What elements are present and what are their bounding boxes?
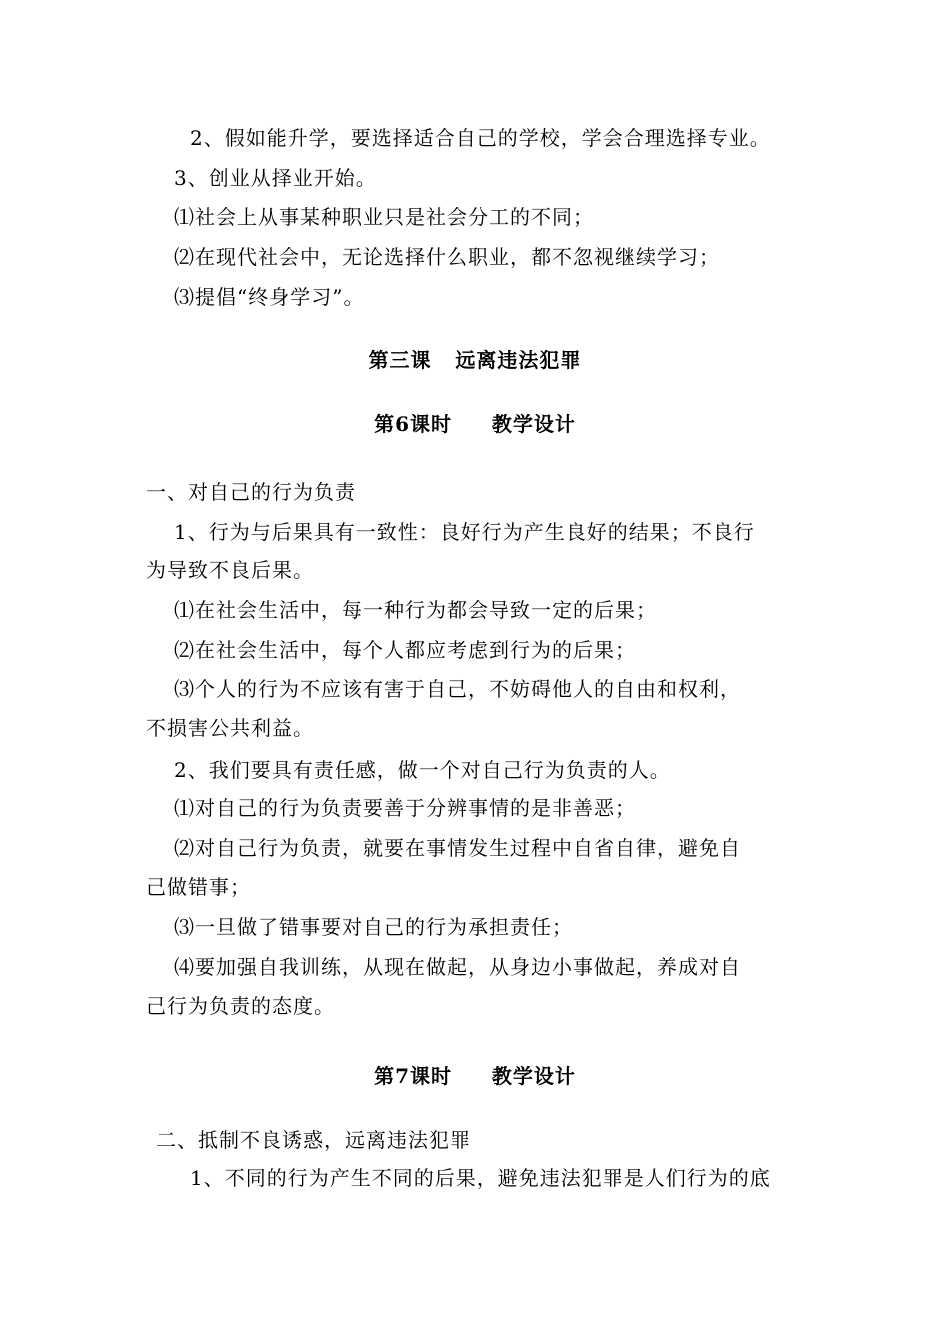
lesson-title: 第三课 远离违法犯罪 xyxy=(368,348,582,372)
paragraph-continue-learning: ⑵在现代社会中，无论选择什么职业，都不忽视继续学习； xyxy=(174,245,720,269)
period-6-title: 第6课时 教学设计 xyxy=(374,412,576,436)
period-7-title: 第7课时 教学设计 xyxy=(374,1064,576,1088)
sub-item-6: ⑶一旦做了错事要对自己的行为承担责任； xyxy=(174,915,573,939)
section-heading-resist-temptation: 二、抵制不良诱惑，远离违法犯罪 xyxy=(156,1128,471,1152)
sub-item-3-line-2: 不损害公共利益。 xyxy=(146,716,314,740)
item-1-line-1: 1、行为与后果具有一致性：良好行为产生良好的结果；不良行 xyxy=(174,520,755,544)
sub-item-1: ⑴在社会生活中，每一种行为都会导致一定的后果； xyxy=(174,598,657,622)
sub-item-7-line-2: 己行为负责的态度。 xyxy=(146,994,335,1018)
paragraph-career-start: 3、创业从择业开始。 xyxy=(174,166,377,190)
item-1-line-2: 为导致不良后果。 xyxy=(146,558,314,582)
sub-item-5-line-1: ⑵对自己行为负责，就要在事情发生过程中自省自律，避免自 xyxy=(174,836,741,860)
sub-item-5-line-2: 己做错事； xyxy=(146,875,251,899)
sub-item-4: ⑴对自己的行为负责要善于分辨事情的是非善恶； xyxy=(174,796,636,820)
sub-item-7-line-1: ⑷要加强自我训练，从现在做起，从身边小事做起，养成对自 xyxy=(174,955,741,979)
item-2: 2、我们要具有责任感，做一个对自己行为负责的人。 xyxy=(174,758,671,782)
paragraph-lifelong-learning: ⑶提倡“终身学习”。 xyxy=(174,285,365,309)
paragraph-social-division: ⑴社会上从事某种职业只是社会分工的不同； xyxy=(174,205,594,229)
period-7-item-1-line-1: 1、不同的行为产生不同的后果，避免违法犯罪是人们行为的底 xyxy=(190,1166,771,1190)
section-heading-responsibility: 一、对自己的行为负责 xyxy=(146,480,356,504)
sub-item-3-line-1: ⑶个人的行为不应该有害于自己，不妨碍他人的自由和权利， xyxy=(174,677,741,701)
sub-item-2: ⑵在社会生活中，每个人都应考虑到行为的后果； xyxy=(174,638,636,662)
paragraph-choose-school: 2、假如能升学，要选择适合自己的学校，学会合理选择专业。 xyxy=(190,126,771,150)
